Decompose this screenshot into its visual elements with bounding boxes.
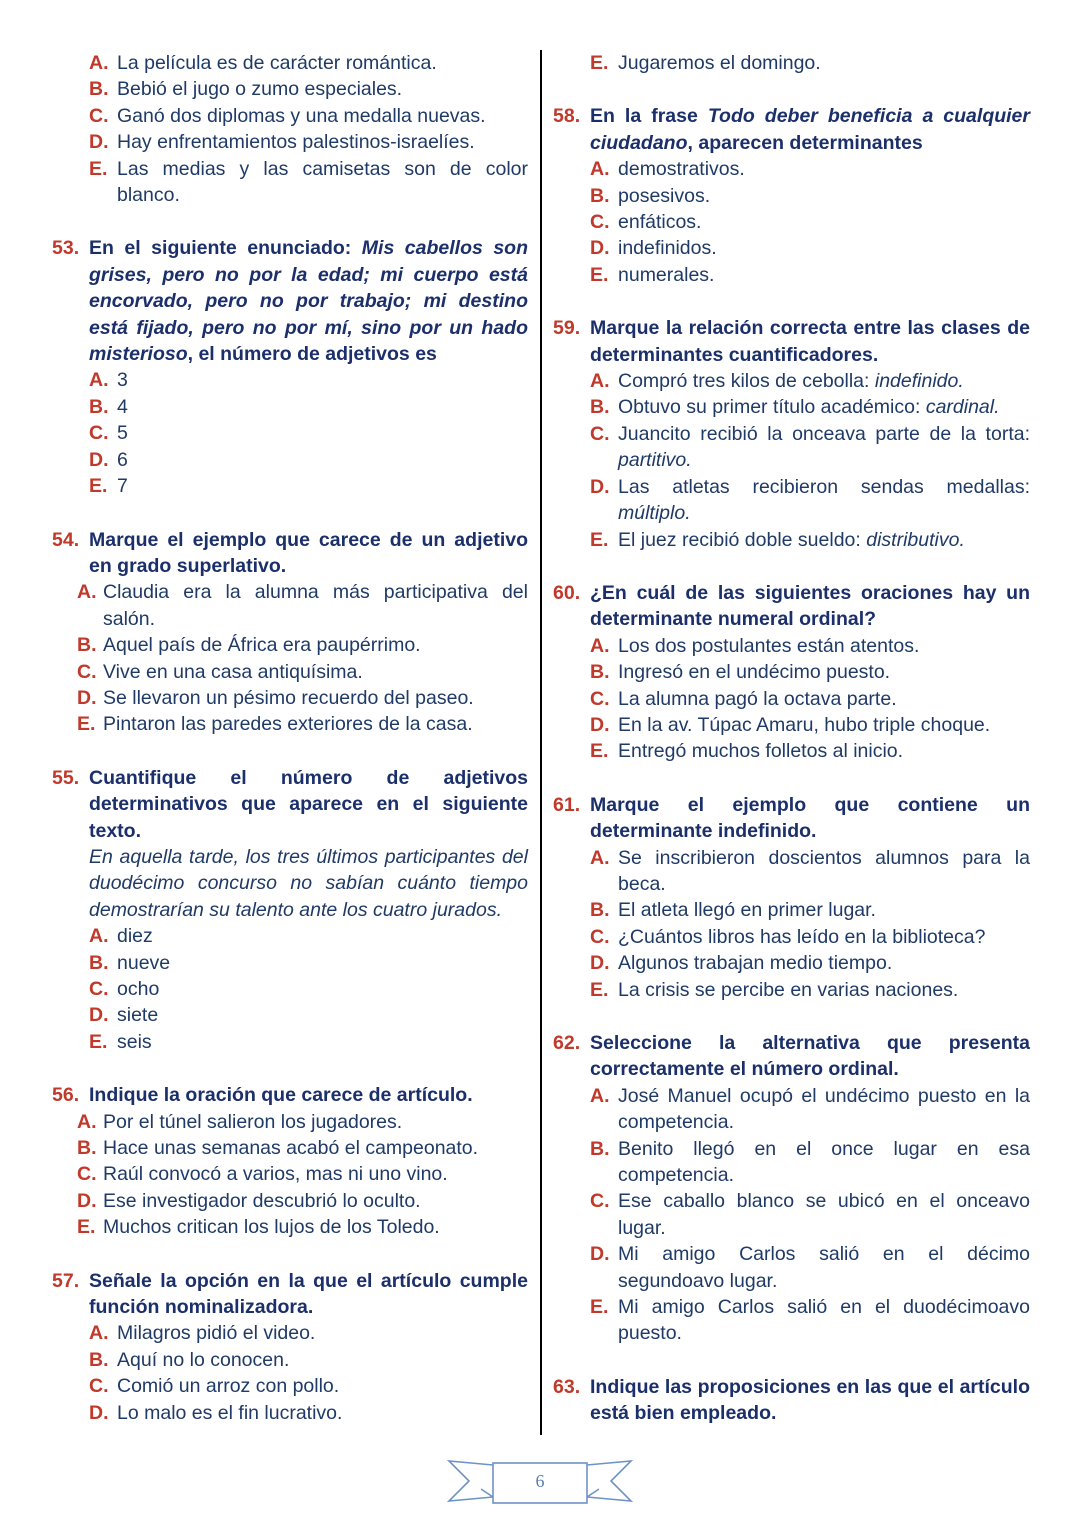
question-stem: Marque el ejemplo que carece de un adjetivo en grado superlativo. (89, 528, 528, 577)
question-stem: Indique las proposiciones en las que el artículo está bien empleado. (590, 1375, 1030, 1425)
option: E. 7 (89, 475, 128, 498)
option: B. Aquí no lo conocen. (89, 1348, 290, 1371)
option: E. La crisis se percibe en varias naciones. (590, 978, 959, 1001)
question-number: 62. (553, 1032, 581, 1054)
question-56 (52, 1082, 528, 1240)
option: C. enfáticos. (590, 211, 702, 234)
option: D. 6 (89, 448, 128, 471)
question-stem: Cuantifique el número de adjetivos determinativos que aparece en el siguiente texto. (89, 766, 528, 842)
question-stem: En la frase Todo deber beneficia a cualquier ciudadano, aparecen determinantes (590, 105, 1030, 154)
option: A. Se inscribieron doscientos alumnos para la beca. (590, 846, 1030, 895)
option: A. Compró tres kilos de cebolla: indefinido. (590, 370, 964, 393)
option: E. El juez recibió doble sueldo: distributivo. (590, 528, 965, 551)
option: D. indefinidos. (590, 237, 717, 260)
option: B. Benito llegó en el once lugar en esa competencia. (590, 1137, 1030, 1187)
option: B. Ingresó en el undécimo puesto. (590, 661, 891, 684)
option: E. Jugaremos el domingo. (590, 52, 821, 74)
option: C. Juancito recibió la onceava parte de la torta: partitivo. (590, 422, 1030, 472)
question-62 (553, 1030, 1030, 1347)
option: A. 3 (89, 369, 128, 392)
option: E. Muchos critican los lujos de los Toledo. (77, 1216, 440, 1239)
question-number: 53. (52, 237, 80, 260)
question-55 (52, 765, 528, 1055)
option: E. seis (89, 1030, 152, 1053)
option: A. La película es de carácter romántica. (89, 52, 437, 74)
option: A. diez (89, 925, 153, 948)
question-63 (553, 1374, 1030, 1427)
question-number: 58. (553, 105, 581, 128)
question-58 (553, 103, 1030, 288)
option: E. Las medias y las camisetas son de color blanco. (89, 157, 528, 207)
option: A. Los dos postulantes están atentos. (590, 634, 920, 657)
question-57-continuation (553, 50, 1030, 76)
option: D. Mi amigo Carlos salió en el décimo segundoavo lugar. (590, 1243, 1030, 1292)
question-number: 60. (553, 581, 581, 604)
question-52-continuation (52, 50, 528, 208)
option: A. Por el túnel salieron los jugadores. (77, 1110, 403, 1133)
question-53 (52, 235, 528, 499)
option: B. Hace unas semanas acabó el campeonato. (77, 1137, 479, 1160)
question-number: 57. (52, 1269, 80, 1292)
question-54 (52, 527, 528, 738)
question-number: 54. (52, 528, 80, 551)
question-number: 56. (52, 1084, 80, 1107)
question-60 (553, 580, 1030, 765)
option: C. ocho (89, 978, 160, 1000)
question-stem: Indique la oración que carece de artículo. (89, 1084, 473, 1107)
column-divider (540, 50, 542, 1435)
question-57 (52, 1268, 528, 1426)
question-number: 55. (52, 766, 80, 789)
option: B. nueve (89, 951, 171, 974)
option: D. En la av. Túpac Amaru, hubo triple choque. (590, 713, 991, 736)
option: B. posesivos. (590, 184, 711, 207)
option: E. Mi amigo Carlos salió en el duodécimoavo puesto. (590, 1296, 1030, 1345)
question-stem: Señale la opción en la que el artículo cumple función nominalizadora. (89, 1269, 528, 1319)
option: E. numerales. (590, 263, 715, 286)
option: D. Algunos trabajan medio tiempo. (590, 952, 893, 975)
option: B. Bebió el jugo o zumo especiales. (89, 78, 403, 101)
option: B. Obtuvo su primer título académico: cardinal. (590, 396, 1000, 419)
option: B. Aquel país de África era paupérrimo. (77, 634, 421, 657)
question-stem: ¿En cuál de las siguientes oraciones hay un determinante numeral ordinal? (590, 581, 1030, 631)
option: D. Se llevaron un pésimo recuerdo del paseo. (77, 686, 474, 709)
option: B. El atleta llegó en primer lugar. (590, 899, 876, 922)
question-number: 59. (553, 317, 581, 340)
option: A. Claudia era la alumna más participativa del salón. (77, 581, 528, 630)
option: D. siete (89, 1004, 159, 1027)
option: A. José Manuel ocupó el undécimo puesto en la competencia. (590, 1084, 1030, 1134)
left-column (52, 50, 528, 1426)
option: D. Lo malo es el fin lucrativo. (89, 1401, 343, 1424)
option: C. 5 (89, 422, 128, 445)
option: E. Pintaron las paredes exteriores de la casa. (77, 713, 473, 736)
page-number: 6 (535, 1471, 545, 1491)
option: A. demostrativos. (590, 158, 745, 181)
option: B. 4 (89, 395, 128, 418)
question-stem: Seleccione la alternativa que presenta correctamente el número ordinal. (590, 1032, 1030, 1081)
option: D. Hay enfrentamientos palestinos-israelíes. (89, 131, 475, 154)
option: C. Raúl convocó a varios, mas ni uno vino. (77, 1163, 448, 1186)
option: C. Vive en una casa antiquísima. (77, 660, 363, 683)
page-number-banner (445, 1455, 635, 1510)
question-61 (553, 792, 1030, 1003)
option: E. Entregó muchos folletos al inicio. (590, 740, 904, 763)
question-stem: Marque el ejemplo que contiene un determinante indefinido. (590, 793, 1030, 843)
question-number: 63. (553, 1375, 581, 1398)
option: C. ¿Cuántos libros has leído en la biblioteca? (590, 925, 986, 948)
question-59 (553, 315, 1030, 553)
option: C. Comió un arroz con pollo. (89, 1375, 340, 1398)
option: C. La alumna pagó la octava parte. (590, 687, 897, 710)
option: C. Ese caballo blanco se ubicó en el onceavo lugar. (590, 1190, 1030, 1239)
question-number: 61. (553, 793, 581, 816)
question-stem: En el siguiente enunciado: Mis cabellos son grises, pero no por la edad; mi cuerpo está encorvado, pero no por trabajo; mi destino está fijado, pero no por mí, sino por un hado misterioso, el número de adjetivos es (89, 237, 528, 366)
right-column (553, 50, 1030, 1427)
option: C. Ganó dos diplomas y una medalla nuevas. (89, 104, 486, 127)
question-stem: Marque la relación correcta entre las clases de determinantes cuantificadores. (590, 317, 1030, 366)
option: A. Milagros pidió el video. (89, 1322, 316, 1345)
option: D. Las atletas recibieron sendas medallas: múltiplo. (590, 475, 1030, 525)
option: D. Ese investigador descubrió lo oculto. (77, 1189, 421, 1212)
passage-text: En aquella tarde, los tres últimos participantes del duodécimo concurso no sabían cuánto tiempo demostrarían su talento ante los cuatro jurados. (89, 845, 528, 921)
